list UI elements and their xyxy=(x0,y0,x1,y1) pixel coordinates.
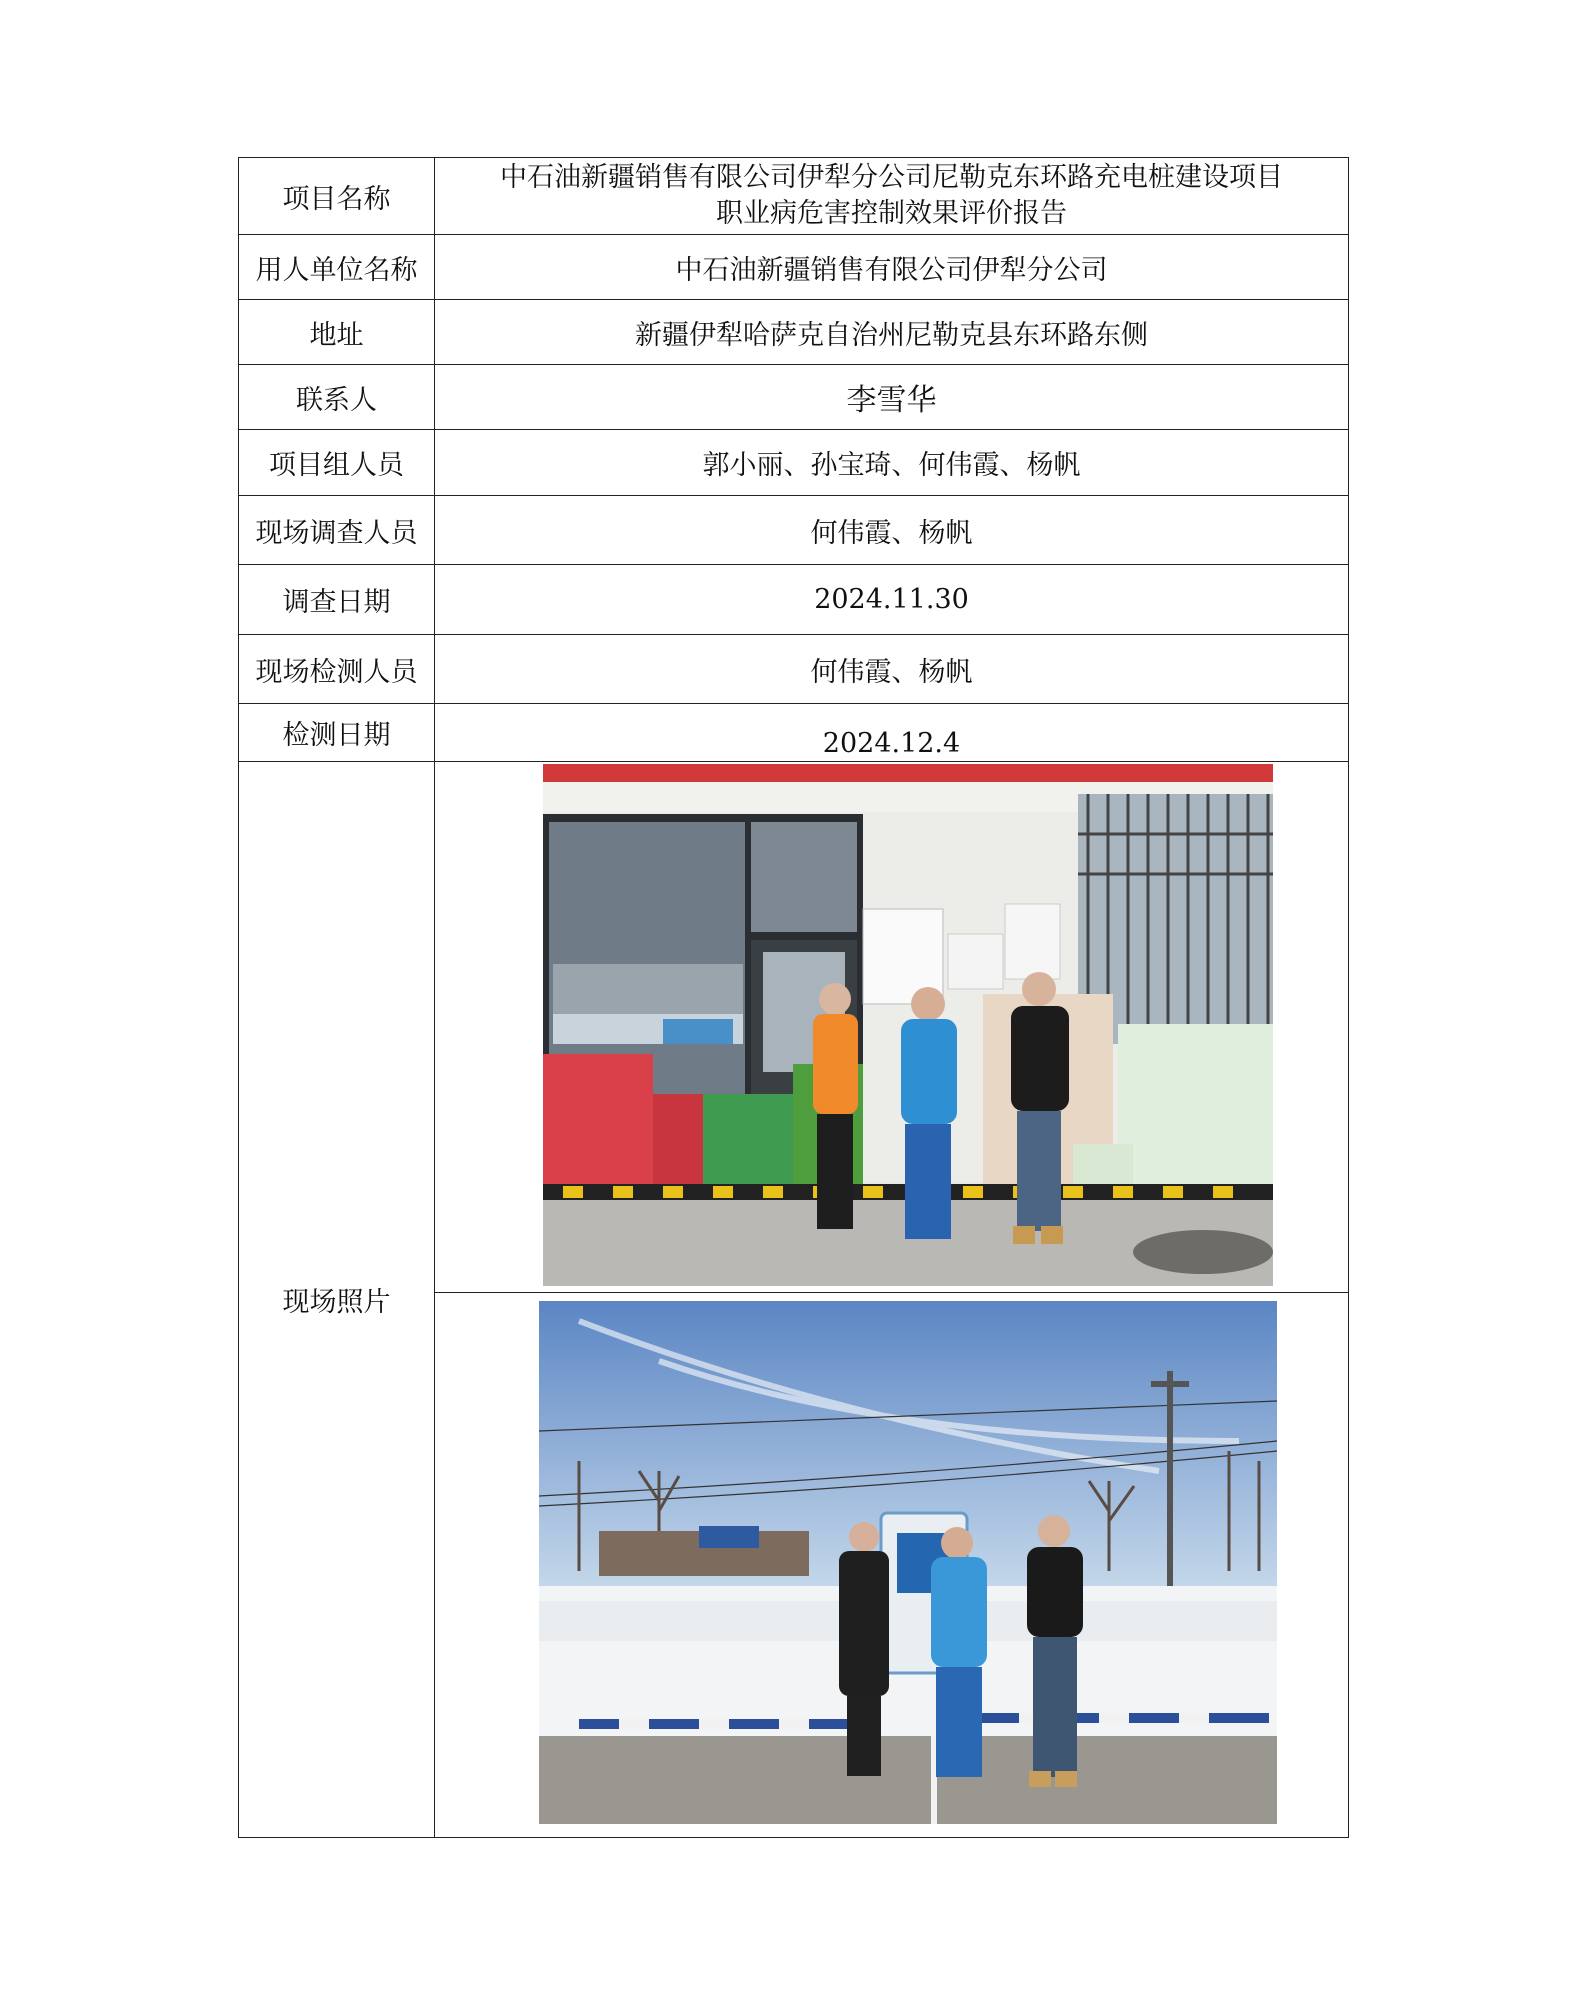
site-photo-store-front xyxy=(543,764,1273,1286)
row-label: 现场调查人员 xyxy=(239,496,435,565)
row-value: 李雪华 xyxy=(435,365,1349,430)
row-label: 项目名称 xyxy=(239,158,435,235)
row-value: 何伟霞、杨帆 xyxy=(435,635,1349,704)
charging-station-illustration xyxy=(539,1301,1277,1824)
row-label: 现场照片 xyxy=(239,762,435,1838)
project-info-table xyxy=(238,157,1349,1838)
row-value xyxy=(435,158,1349,235)
project-name-line1: 中石油新疆销售有限公司伊犁分公司尼勒克东环路充电桩建设项目 xyxy=(500,162,1283,193)
table-row xyxy=(239,496,1349,565)
row-label: 现场检测人员 xyxy=(239,635,435,704)
row-label: 用人单位名称 xyxy=(239,235,435,300)
table-row xyxy=(239,704,1349,762)
row-label: 联系人 xyxy=(239,365,435,430)
table-row xyxy=(239,635,1349,704)
row-label: 地址 xyxy=(239,300,435,365)
table-row xyxy=(239,565,1349,635)
table-row xyxy=(239,300,1349,365)
project-name-line2: 职业病危害控制效果评价报告 xyxy=(716,198,1067,229)
site-photo-charging-station xyxy=(539,1301,1277,1824)
row-value: 2024.11.30 xyxy=(435,565,1349,635)
row-value: 何伟霞、杨帆 xyxy=(435,496,1349,565)
photo-cell-2 xyxy=(435,1293,1349,1838)
table-row xyxy=(239,158,1349,235)
row-value: 中石油新疆销售有限公司伊犁分公司 xyxy=(435,235,1349,300)
row-label: 检测日期 xyxy=(239,704,435,762)
table-row xyxy=(239,430,1349,496)
table-row xyxy=(239,762,1349,1293)
table-row xyxy=(239,235,1349,300)
store-front-illustration xyxy=(543,764,1273,1286)
row-label: 项目组人员 xyxy=(239,430,435,496)
table-row xyxy=(239,365,1349,430)
photo-cell-1 xyxy=(435,762,1349,1293)
row-value: 郭小丽、孙宝琦、何伟霞、杨帆 xyxy=(435,430,1349,496)
row-label: 调查日期 xyxy=(239,565,435,635)
row-value: 2024.12.4 xyxy=(435,704,1349,762)
row-value: 新疆伊犁哈萨克自治州尼勒克县东环路东侧 xyxy=(435,300,1349,365)
